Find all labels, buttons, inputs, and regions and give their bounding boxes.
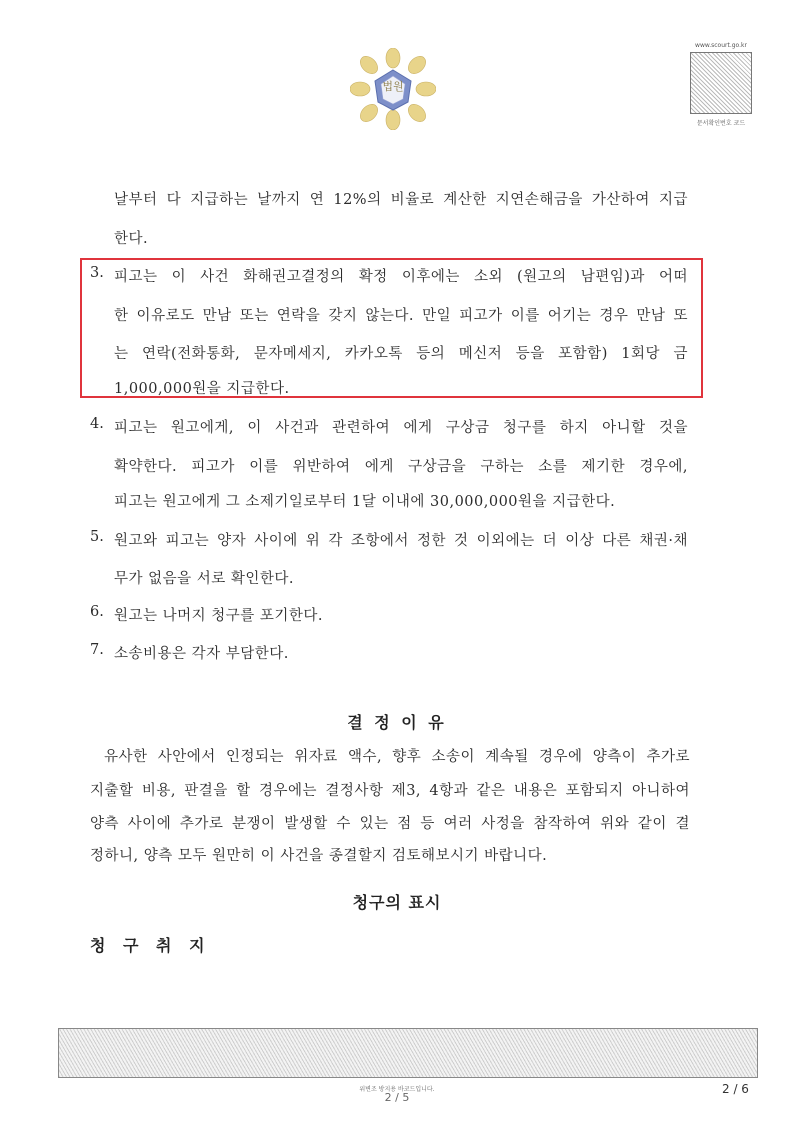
continuation-line: 날부터 다 지급하는 날까지 연 12%의 비율로 계산한 지연손해금을 가산하여 지급 <box>114 192 688 208</box>
reason-line: 양측 사이에 추가로 분쟁이 발생할 수 있는 점 등 여러 사정을 참작하여 위와 같이 결 <box>90 816 690 832</box>
item-line: 피고는 원고에게 그 소제기일로부터 1달 이내에 30,000,000원을 지급한다. <box>114 494 616 510</box>
qr-code <box>690 52 752 114</box>
reason-line: 유사한 사안에서 인정되는 위자료 액수, 향후 소송이 계속될 경우에 양측이 추가로 <box>104 749 690 765</box>
reason-heading: 결 정 이 유 <box>347 713 447 732</box>
continuation-line: 한다. <box>114 231 149 247</box>
item-line: 는 연락(전화통화, 문자메세지, 카카오톡 등의 메신저 등을 포함함) 1회당 금 <box>114 346 688 362</box>
item-number: 4. <box>90 416 104 432</box>
item-line: 피고는 원고에게, 이 사건과 관련하여 에게 구상금 청구를 하지 아니할 것을 <box>114 420 688 436</box>
page-number-right: 2 / 6 <box>722 1082 749 1096</box>
item-line: 원고는 나머지 청구를 포기한다. <box>114 608 324 624</box>
item-line: 한 이유로도 만남 또는 연락을 갖지 않는다. 만일 피고가 이를 어기는 경우 만남 또 <box>114 308 688 324</box>
anti-forgery-barcode <box>58 1028 758 1078</box>
seal-label: 법원 <box>382 80 404 93</box>
item-line: 무가 없음을 서로 확인한다. <box>114 571 295 587</box>
page-number-center: 2 / 5 <box>384 1091 410 1104</box>
item-number: 7. <box>90 642 104 658</box>
court-seal-logo <box>350 48 436 130</box>
reason-line: 지출할 비용, 판결을 할 경우에는 결정사항 제3, 4항과 같은 내용은 포함되지 아니하여 <box>90 783 690 799</box>
qr-caption: 문서확인번호 코드 <box>696 120 746 127</box>
item-line: 원고와 피고는 양자 사이에 위 각 조항에서 정한 것 이외에는 더 이상 다른 채권·채 <box>114 533 688 549</box>
item-line: 1,000,000원을 지급한다. <box>114 381 290 397</box>
item-line: 확약한다. 피고가 이를 위반하여 에게 구상금을 구하는 소를 제기한 경우에, <box>114 459 688 475</box>
item-number: 5. <box>90 529 104 545</box>
item-number: 6. <box>90 604 104 620</box>
barcode-note: 위변조 방지용 바코드입니다. <box>359 1086 435 1093</box>
qr-url: www.scourt.go.kr <box>695 42 747 49</box>
reason-line: 정하니, 양측 모두 원만히 이 사건을 종결할지 검토해보시기 바랍니다. <box>90 848 548 864</box>
item-line: 피고는 이 사건 화해권고결정의 확정 이후에는 소외 (원고의 남편임)과 어떠 <box>114 269 688 285</box>
claim-heading: 청구의 표시 <box>352 893 442 912</box>
item-number: 3. <box>90 265 104 281</box>
claim-subheading: 청 구 취 지 <box>90 936 211 955</box>
item-line: 소송비용은 각자 부담한다. <box>114 646 289 662</box>
